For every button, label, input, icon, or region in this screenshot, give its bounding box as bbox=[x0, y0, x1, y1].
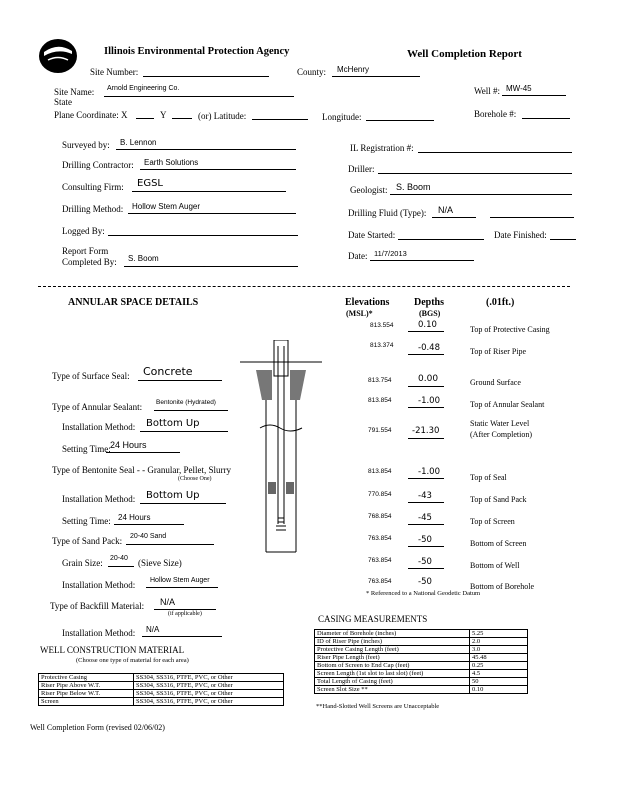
depth-value: -43 bbox=[418, 491, 432, 501]
surveyed-value: B. Lennon bbox=[120, 138, 157, 147]
well-value: MW-45 bbox=[506, 84, 532, 93]
sand-pack-value: 20-40 Sand bbox=[130, 533, 167, 540]
construction-title: WELL CONSTRUCTION MATERIAL bbox=[40, 645, 185, 655]
depth-field[interactable] bbox=[408, 478, 444, 479]
depth-field[interactable] bbox=[408, 354, 444, 355]
row-label-sub: (After Completion) bbox=[470, 430, 532, 439]
consulting-firm-value: EGSL bbox=[137, 178, 163, 189]
table-row bbox=[315, 646, 528, 654]
casing-label: Protective Casing Length (feet) bbox=[315, 646, 470, 654]
depth-value: 0.10 bbox=[418, 320, 437, 330]
setting-time-1-label: Setting Time: bbox=[62, 444, 111, 454]
elev-value: 763.854 bbox=[368, 578, 392, 585]
casing-value[interactable]: 5.25 bbox=[470, 630, 528, 638]
consulting-firm-field[interactable] bbox=[132, 191, 286, 192]
setting-time-2-field[interactable] bbox=[114, 524, 184, 525]
installation-method-3-label: Installation Method: bbox=[62, 580, 136, 590]
casing-title: CASING MEASUREMENTS bbox=[318, 614, 428, 624]
casing-label: Screen Length (1st slot to last slot) (feet) bbox=[315, 670, 470, 678]
date-value: 11/7/2013 bbox=[374, 249, 407, 258]
elevations-subheader: (MSL)* bbox=[346, 309, 373, 318]
bentonite-seal-label: Type of Bentonite Seal - - Granular, Pellet, Slurry bbox=[52, 465, 231, 475]
table-row bbox=[315, 662, 528, 670]
date-finished-label: Date Finished: bbox=[494, 230, 547, 240]
borehole-field[interactable] bbox=[522, 118, 570, 119]
well-diagram bbox=[240, 340, 322, 572]
depth-field[interactable] bbox=[408, 386, 444, 387]
casing-label: Total Length of Casing (feet) bbox=[315, 678, 470, 686]
depth-field[interactable] bbox=[408, 502, 444, 503]
material-label: Screen bbox=[39, 698, 134, 706]
surface-seal-value: Concrete bbox=[143, 365, 193, 378]
surveyed-label: Surveyed by: bbox=[62, 140, 110, 150]
depth-field[interactable] bbox=[408, 407, 444, 408]
row-label: Ground Surface bbox=[470, 378, 521, 387]
surface-seal-label: Type of Surface Seal: bbox=[52, 371, 130, 381]
row-label: Bottom of Borehole bbox=[470, 582, 534, 591]
county-label: County: bbox=[297, 67, 327, 77]
completed-by-field[interactable] bbox=[124, 266, 298, 267]
row-label: Top of Screen bbox=[470, 517, 515, 526]
elev-value: 791.554 bbox=[368, 427, 392, 434]
sand-pack-field[interactable] bbox=[126, 544, 214, 545]
elev-value: 813.754 bbox=[368, 377, 392, 384]
driller-label: Driller: bbox=[348, 164, 375, 174]
elev-value: 763.854 bbox=[368, 535, 392, 542]
depth-value: -50 bbox=[418, 535, 432, 545]
drilling-contractor-field[interactable] bbox=[140, 169, 296, 170]
grain-size-value: 20-40 bbox=[110, 555, 128, 562]
site-name-value: Arnold Engineering Co. bbox=[107, 85, 180, 92]
il-registration-field[interactable] bbox=[418, 152, 572, 153]
report-title: Well Completion Report bbox=[407, 48, 522, 60]
geologist-field[interactable] bbox=[390, 194, 572, 195]
driller-field[interactable] bbox=[378, 173, 572, 174]
site-number-field[interactable] bbox=[143, 76, 269, 77]
material-options[interactable]: SS304, SS316, PTFE, PVC, or Other bbox=[134, 682, 284, 690]
casing-value[interactable]: 50 bbox=[470, 678, 528, 686]
installation-method-4-value: N/A bbox=[146, 625, 160, 634]
geologist-label: Geologist: bbox=[350, 185, 388, 195]
installation-method-1-value: Bottom Up bbox=[146, 418, 200, 429]
depth-value: -1.00 bbox=[418, 467, 440, 477]
if-applicable-note: (if applicable) bbox=[168, 611, 202, 617]
latitude-label: (or) Latitude: bbox=[198, 111, 247, 121]
material-label: Protective Casing bbox=[39, 674, 134, 682]
casing-label: Riser Pipe Length (feet) bbox=[315, 654, 470, 662]
longitude-field[interactable] bbox=[366, 120, 434, 121]
backfill-value: N/A bbox=[160, 597, 176, 607]
sieve-size-label: (Sieve Size) bbox=[138, 558, 182, 568]
datum-note: * Referenced to a National Geodetic Datum bbox=[366, 590, 481, 597]
row-label: Top of Seal bbox=[470, 473, 507, 482]
depth-value: -50 bbox=[418, 557, 432, 567]
row-label: Static Water Level bbox=[470, 419, 530, 428]
installation-method-3-value: Hollow Stem Auger bbox=[150, 577, 210, 584]
table-row bbox=[39, 674, 284, 682]
material-options[interactable]: SS304, SS316, PTFE, PVC, or Other bbox=[134, 674, 284, 682]
surface-seal-field[interactable] bbox=[138, 380, 222, 381]
table-row bbox=[315, 654, 528, 662]
casing-label: Screen Slot Size ** bbox=[315, 686, 470, 694]
table-row bbox=[315, 678, 528, 686]
county-field[interactable] bbox=[332, 76, 420, 77]
agency-title: Illinois Environmental Protection Agency bbox=[104, 46, 290, 57]
agency-seal-logo bbox=[38, 38, 78, 74]
casing-value[interactable]: 2.0 bbox=[470, 638, 528, 646]
date-started-field[interactable] bbox=[398, 239, 484, 240]
date-started-label: Date Started: bbox=[348, 230, 396, 240]
table-row bbox=[315, 638, 528, 646]
site-name-label: Site Name: bbox=[54, 87, 95, 97]
casing-table bbox=[314, 629, 528, 694]
construction-table bbox=[38, 673, 284, 706]
date-field[interactable] bbox=[370, 260, 474, 261]
installation-method-2-label: Installation Method: bbox=[62, 494, 136, 504]
table-row bbox=[39, 682, 284, 690]
state-label: State bbox=[54, 97, 72, 107]
drilling-contractor-value: Earth Solutions bbox=[144, 158, 199, 167]
drilling-method-value: Hollow Stem Auger bbox=[132, 202, 201, 211]
depth-value: -45 bbox=[418, 513, 432, 523]
site-number-label: Site Number: bbox=[90, 67, 139, 77]
il-registration-label: IL Registration #: bbox=[350, 143, 414, 153]
elev-value: 813.374 bbox=[370, 342, 394, 349]
setting-time-2-value: 24 Hours bbox=[118, 513, 151, 522]
casing-label: Diameter of Borehole (inches) bbox=[315, 630, 470, 638]
table-row bbox=[39, 690, 284, 698]
casing-label: Bottom of Screen to End Cap (feet) bbox=[315, 662, 470, 670]
depth-value: 0.00 bbox=[418, 374, 439, 384]
completed-by-value: S. Boom bbox=[128, 254, 159, 263]
depths-header: Depths bbox=[414, 297, 445, 308]
casing-label: ID of Riser Pipe (inches) bbox=[315, 638, 470, 646]
table-row bbox=[39, 698, 284, 706]
setting-time-2-label: Setting Time: bbox=[62, 516, 111, 526]
row-label: Top of Annular Sealant bbox=[470, 400, 545, 409]
construction-subtitle: (Choose one type of material for each area) bbox=[76, 657, 189, 664]
annular-sealant-label: Type of Annular Sealant: bbox=[52, 402, 143, 412]
row-label: Top of Protective Casing bbox=[470, 325, 550, 334]
hand-slotted-note: **Hand-Slotted Well Screens are Unacceptable bbox=[316, 703, 440, 710]
casing-value[interactable]: 3.0 bbox=[470, 646, 528, 654]
grain-size-field[interactable] bbox=[108, 566, 134, 567]
drilling-fluid-label: Drilling Fluid (Type): bbox=[348, 208, 427, 218]
depth-field[interactable] bbox=[408, 331, 444, 332]
installation-method-2-field[interactable] bbox=[140, 503, 226, 504]
geologist-value: S. Boom bbox=[396, 182, 431, 192]
row-label: Bottom of Well bbox=[470, 561, 520, 570]
casing-value[interactable]: 45.48 bbox=[470, 654, 528, 662]
drilling-contractor-label: Drilling Contractor: bbox=[62, 160, 134, 170]
table-row bbox=[315, 670, 528, 678]
row-label: Bottom of Screen bbox=[470, 539, 527, 548]
annular-section-title: ANNULAR SPACE DETAILS bbox=[68, 297, 199, 308]
site-name-field[interactable] bbox=[104, 96, 294, 97]
form-revision-note: Well Completion Form (revised 02/06/02) bbox=[30, 723, 165, 732]
surveyed-field[interactable] bbox=[116, 149, 296, 150]
consulting-firm-label: Consulting Firm: bbox=[62, 182, 124, 192]
depth-field[interactable] bbox=[408, 546, 444, 547]
installation-method-4-label: Installation Method: bbox=[62, 628, 136, 638]
elev-value: 770.854 bbox=[368, 491, 392, 498]
county-value: McHenry bbox=[337, 65, 370, 74]
report-form-label: Report Form bbox=[62, 246, 109, 256]
depth-field[interactable] bbox=[408, 524, 444, 525]
plane-coord-label: Plane Coordinate: X bbox=[54, 110, 128, 120]
drilling-method-field[interactable] bbox=[128, 213, 296, 214]
annular-sealant-value: Bentonite (Hydrated) bbox=[156, 399, 216, 406]
drilling-method-label: Drilling Method: bbox=[62, 204, 124, 214]
grain-size-label: Grain Size: bbox=[62, 558, 103, 568]
date-finished-field[interactable] bbox=[550, 239, 576, 240]
casing-value[interactable]: 0.10 bbox=[470, 686, 528, 694]
x-coord-field[interactable] bbox=[136, 118, 154, 119]
depth-value: -0.48 bbox=[418, 343, 440, 353]
material-label: Riser Pipe Above W.T. bbox=[39, 682, 134, 690]
drilling-fluid-value: N/A bbox=[438, 205, 454, 215]
well-label: Well #: bbox=[474, 86, 501, 96]
y-coord-field[interactable] bbox=[172, 118, 192, 119]
depth-value: -21.30 bbox=[412, 426, 440, 436]
backfill-label: Type of Backfill Material: bbox=[50, 601, 145, 611]
depth-field[interactable] bbox=[408, 438, 444, 439]
material-options[interactable]: SS304, SS316, PTFE, PVC, or Other bbox=[134, 690, 284, 698]
borehole-label: Borehole #: bbox=[474, 109, 517, 119]
row-label: Top of Sand Pack bbox=[470, 495, 527, 504]
annular-sealant-field[interactable] bbox=[154, 410, 228, 411]
depths-subheader: (BGS) bbox=[419, 309, 441, 318]
installation-method-2-value: Bottom Up bbox=[146, 490, 200, 501]
installation-method-4-field[interactable] bbox=[142, 636, 222, 637]
well-field[interactable] bbox=[502, 95, 566, 96]
material-label: Riser Pipe Below W.T. bbox=[39, 690, 134, 698]
setting-time-1-value: 24 Hours bbox=[110, 440, 147, 450]
sand-pack-label: Type of Sand Pack: bbox=[52, 536, 123, 546]
longitude-label: Longitude: bbox=[322, 112, 362, 122]
elev-value: 763.854 bbox=[368, 557, 392, 564]
depth-value: -1.00 bbox=[418, 396, 440, 406]
elev-value: 813.554 bbox=[370, 322, 394, 329]
casing-value[interactable]: 4.5 bbox=[470, 670, 528, 678]
depth-value: -50 bbox=[418, 577, 432, 587]
setting-time-1-field[interactable] bbox=[106, 452, 180, 453]
elev-value: 768.854 bbox=[368, 513, 392, 520]
choose-one-note: (Choose One) bbox=[178, 476, 212, 482]
elevations-header: Elevations bbox=[345, 297, 390, 308]
drilling-fluid-extra-field[interactable] bbox=[490, 217, 574, 218]
date-label: Date: bbox=[348, 251, 368, 261]
casing-value[interactable]: 0.25 bbox=[470, 662, 528, 670]
drilling-fluid-field[interactable] bbox=[432, 217, 476, 218]
installation-method-3-field[interactable] bbox=[146, 587, 218, 588]
logged-by-field[interactable] bbox=[108, 235, 298, 236]
elev-value: 813.854 bbox=[368, 397, 392, 404]
elev-value: 813.854 bbox=[368, 468, 392, 475]
table-row bbox=[315, 686, 528, 694]
table-row bbox=[315, 630, 528, 638]
latitude-field[interactable] bbox=[252, 119, 308, 120]
section-divider bbox=[38, 286, 570, 287]
row-label: Top of Riser Pipe bbox=[470, 347, 527, 356]
y-label: Y bbox=[160, 110, 167, 120]
installation-method-1-field[interactable] bbox=[140, 431, 228, 432]
depth-field[interactable] bbox=[408, 568, 444, 569]
logged-by-label: Logged By: bbox=[62, 226, 105, 236]
precision-header: (.01ft.) bbox=[486, 297, 515, 308]
completed-by-label: Completed By: bbox=[62, 257, 117, 267]
backfill-field[interactable] bbox=[154, 609, 216, 610]
installation-method-1-label: Installation Method: bbox=[62, 422, 136, 432]
material-options[interactable]: SS304, SS316, PTFE, PVC, or Other bbox=[134, 698, 284, 706]
